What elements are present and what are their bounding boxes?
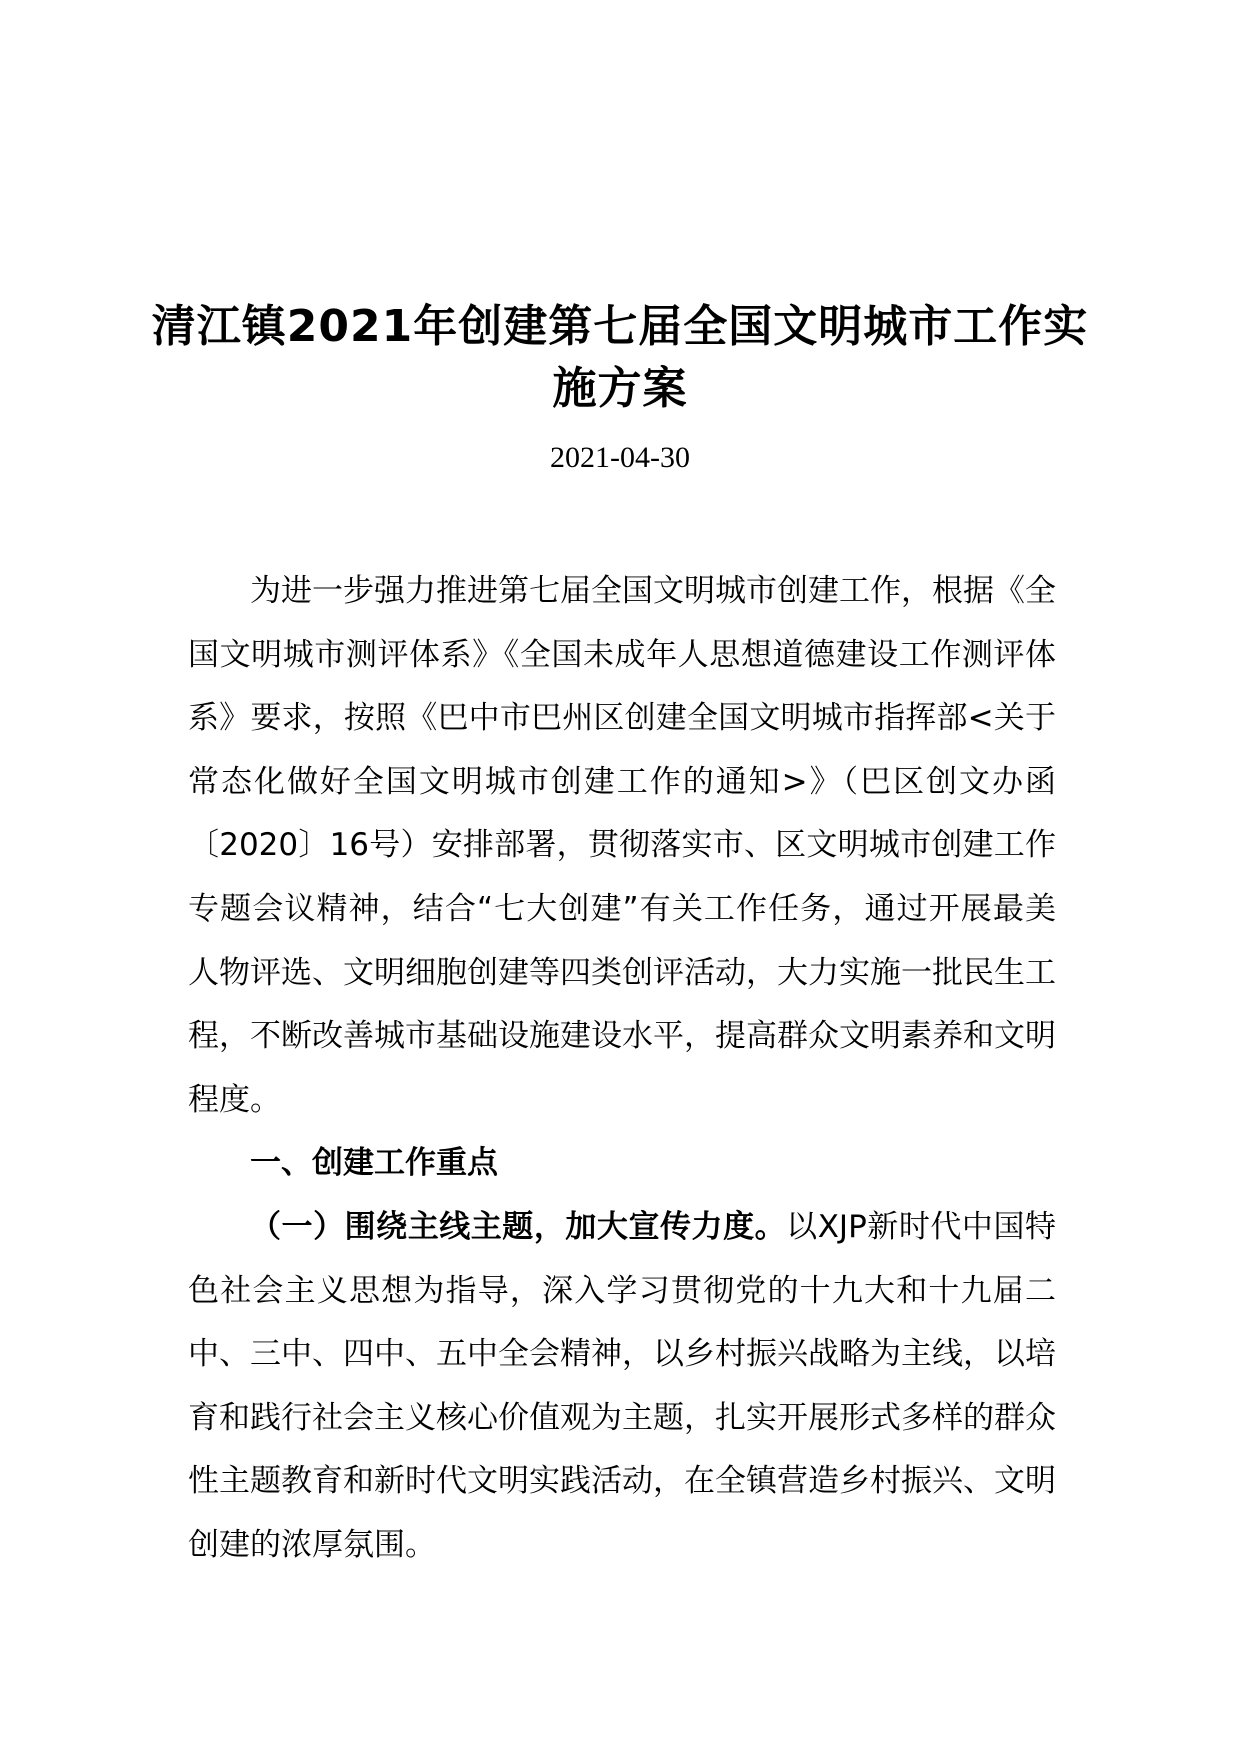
intro-paragraph: 为进一步强力推进第七届全国文明城市创建工作，根据《全国文明城市测评体系》《全国未成年人思想道德建设工作测评体系》要求，按照《巴中市巴州区创建全国文明城市指挥部<关于常态化做好全国文明城市创建工作的通知>》（巴区创文办函〔2020〕16号）安排部署，贯彻落实市、区文明城市创建工作专题会议精神，结合“七大创建”有关工作任务，通过开展最美人物评选、文明细胞创建等四类创评活动，大力实施一批民生工程，不断改善城市基础设施建设水平，提高群众文明素养和文明程度。 [188, 573, 1056, 1118]
document-date: 2021-04-30 [550, 441, 690, 474]
section-heading: 一、创建工作重点 [250, 1145, 498, 1182]
item-text: 以XJP新时代中国特色社会主义思想为指导，深入学习贯彻党的十九大和十九届二中、三中、四中、五中全会精神，以乡村振兴战略为主线，以培育和践行社会主义核心价值观为主题，扎实开展形式多样的群众性主题教育和新时代文明实践活动，在全镇营造乡村振兴、文明创建的浓厚氛围。 [188, 1208, 1056, 1563]
item-paragraph [188, 1196, 1056, 1578]
document-title: 清江镇2021年创建第七届全国文明城市工作实施方案 [151, 301, 1089, 414]
item-lead: （一）围绕主线主题，加大宣传力度。 [250, 1208, 787, 1245]
document-body [188, 560, 1056, 1578]
